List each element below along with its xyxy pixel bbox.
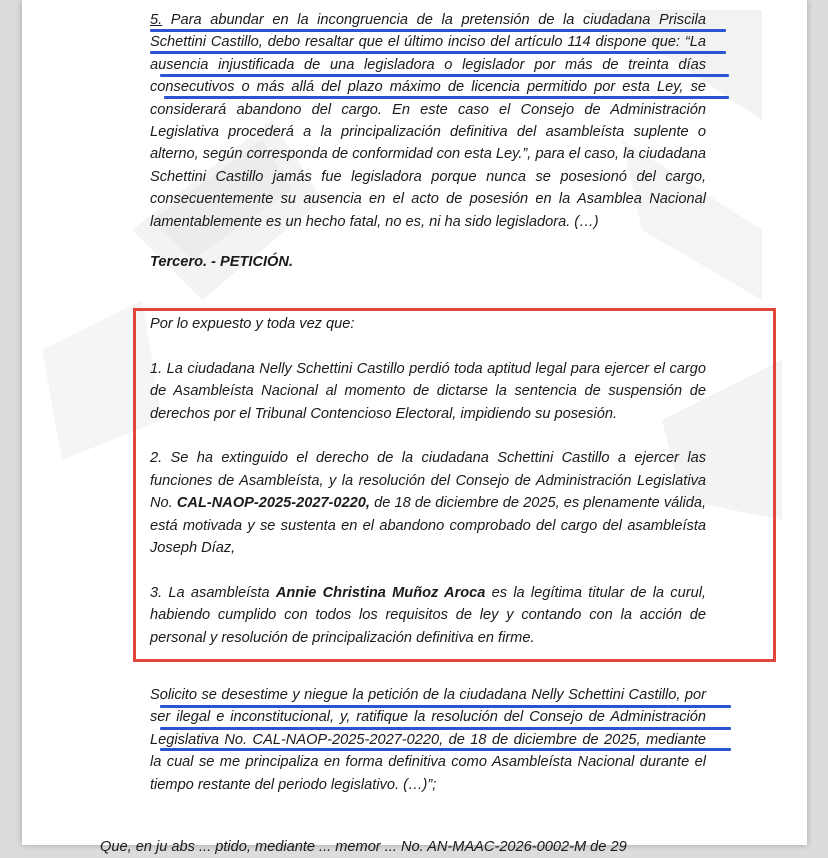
paragraph-5-text: Para abundar en la incongruencia de la pretensión de la ciudadana Priscila Schettini Castillo, debo resaltar que el último inciso del artículo 114 dispone que: “La ausencia injustificada de una legisladora o legislador por más de treinta días consecutivos o más allá del plazo máximo de licencia permitido por esta Ley, se considerará abandono del cargo. En este caso el Consejo de Administración Legislativa procederá a la principalización definitiva del asambleísta suplente o alterno, según corresponda de conformidad con esta Ley.”, para el caso, la ciudadana Schettini Castillo jamás fue legisladora porque nunca se posesionó del cargo, consecuentemente su ausencia en el acto de posesión en la Asamblea Nacional lamentablemente es un hecho fatal, no es, ni ha sido legisladora. (…)	[150, 12, 706, 230]
upper-text	[150, 9, 706, 273]
final-request-text: Solicito se desestime y niegue la petición de la ciudadana Nelly Schettini Castillo, por ser ilegal e inconstitucional, y, ratifique la resolución del Consejo de Administración Legislativa No. CAL-NAOP-2025-2027-0220, de 18 de diciembre de 2025, mediante la cual se me principaliza en forma definitiva como Asambleísta Nacional durante el tiempo restante del periodo legislativo. (…)”;	[150, 687, 706, 793]
paragraph-5	[150, 9, 706, 233]
cutoff-line: Que, en ju abs ... ptido, mediante ... memor ... No. AN-MAAC-2026-0002-M de 29	[100, 839, 627, 855]
item-3-text-end: es la legítima titular de la curul, habiendo cumplido con todos los requisitos de ley y contando con la acción de personal y resolución de principalización definitiva en firme.	[150, 584, 706, 646]
boxed-intro: Por lo expuesto y toda vez que:	[150, 316, 355, 332]
item-2-text: 2. Se ha extinguido el derecho de la ciudadana Schettini Castillo a ejercer las funciones de Asambleísta, y la resolución del Consejo de Administración Legislativa No.	[150, 450, 706, 512]
boxed-item-2	[150, 447, 706, 559]
final-request	[150, 684, 706, 796]
item-2-text-end: de 18 de diciembre de 2025, es plenamente válida, está motivada y se sustenta en el abandono comprobado del cargo del asambleísta Joseph Díaz,	[150, 495, 707, 557]
item-3-text: 3. La asambleísta	[150, 584, 276, 601]
item-2-resolution-number: CAL-NAOP-2025-2027-0220,	[176, 495, 370, 512]
item-3-name: Annie Christina Muñoz Aroca	[275, 584, 486, 601]
section-heading: Tercero. - PETICIÓN.	[150, 254, 293, 271]
boxed-item-3	[150, 582, 706, 649]
paragraph-5-number: 5.	[150, 12, 163, 28]
boxed-item-1: 1. La ciudadana Nelly Schettini Castillo perdió toda aptitud legal para ejercer el cargo de Asambleísta Nacional al momento de dictarse la sentencia de suspensión de derechos por el Tribunal Contencioso Electoral, impidiendo su posesión.	[150, 360, 706, 422]
boxed-petition	[150, 313, 706, 649]
